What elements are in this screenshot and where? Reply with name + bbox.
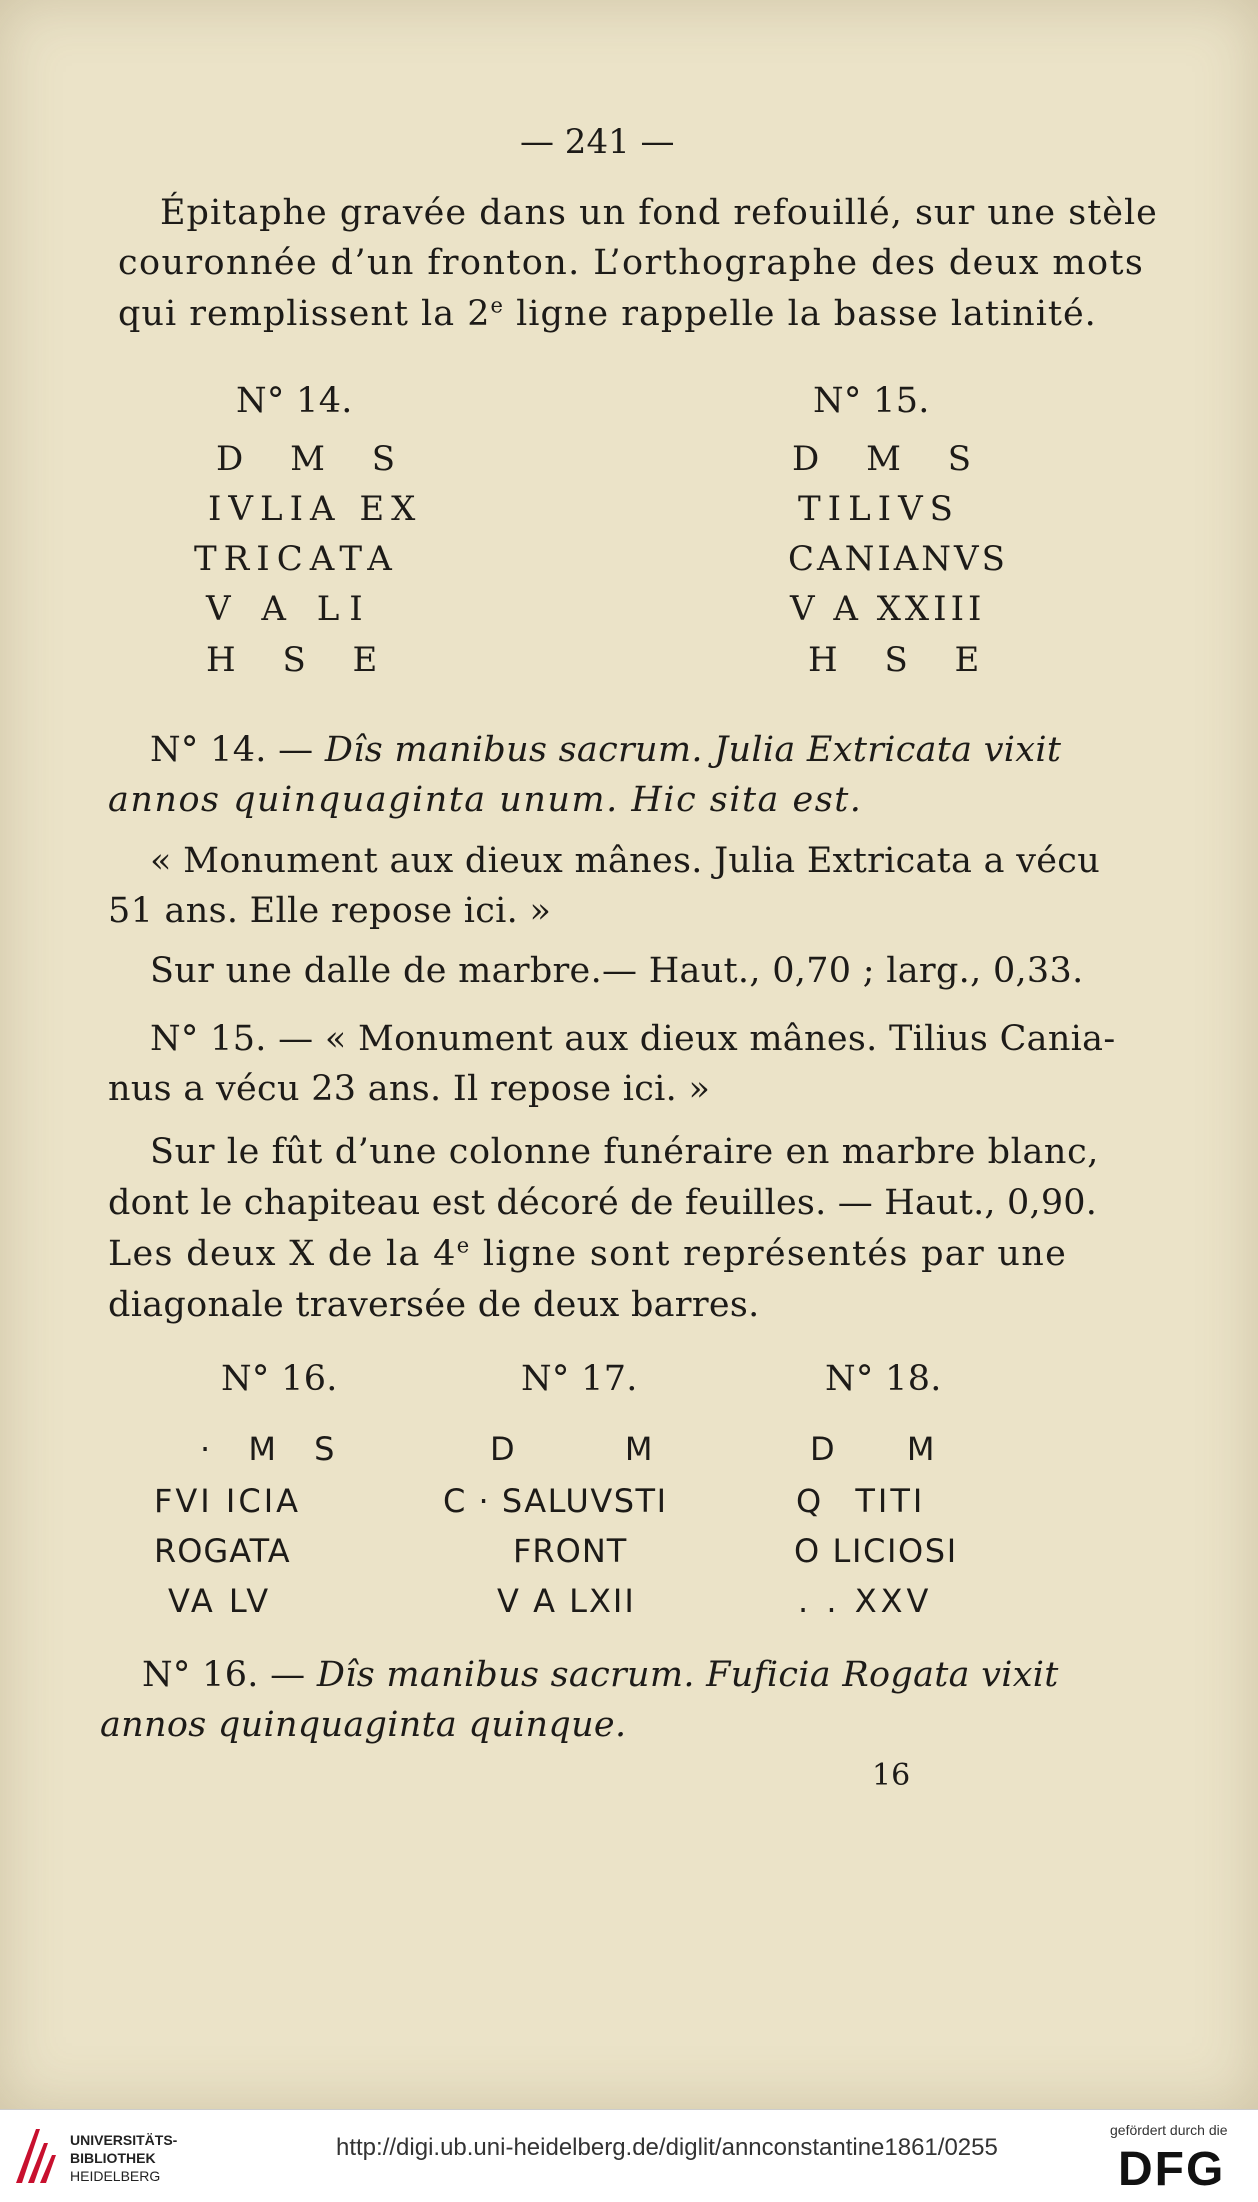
inscription-17-line-1: D M xyxy=(490,1430,654,1468)
commentary-16-line-1: N° 16. — Dîs manibus sacrum. Fuficia Rogata vixit xyxy=(142,1655,1059,1695)
inscription-16-line-3: ROGATA xyxy=(154,1532,291,1570)
page-number: — 241 — xyxy=(520,122,675,162)
inscription-14-line-1: D M S xyxy=(216,439,413,479)
inscription-16-label: N° 16. xyxy=(221,1359,338,1399)
dfg-logo: DFG xyxy=(1118,2143,1226,2196)
commentary-15-line-2: nus a vécu 23 ans. Il repose ici. » xyxy=(108,1069,711,1109)
inscription-16-line-2: FVI ICIA xyxy=(154,1482,302,1520)
inscription-15-line-3: CANIANVS xyxy=(788,539,1008,579)
library-name-2: BIBLIOTHEK xyxy=(70,2150,156,2166)
inscription-18-label: N° 18. xyxy=(825,1359,942,1399)
inscription-16-line-1: · M S xyxy=(200,1430,349,1468)
support-15-line-3: Les deux X de la 4e ligne sont représentés par une xyxy=(108,1233,1068,1274)
inscription-15-line-1: D M S xyxy=(792,439,989,479)
translation-14-line-2: 51 ans. Elle repose ici. » xyxy=(108,891,552,931)
inscription-17-label: N° 17. xyxy=(521,1359,638,1399)
inscription-18-line-4: . . XXV xyxy=(798,1582,933,1620)
inscription-17-line-2: C · SALUVSTI xyxy=(443,1482,668,1520)
inscription-15-label: N° 15. xyxy=(813,381,930,421)
inscription-18-line-3: O LICIOSI xyxy=(794,1532,958,1570)
commentary-14-line-1: N° 14. — Dîs manibus sacrum. Julia Extricata vixit xyxy=(150,730,1062,770)
inscription-14-label: N° 14. xyxy=(236,381,353,421)
intro-line-2: couronnée d’un fronton. L’orthographe des deux mots xyxy=(118,243,1145,283)
inscription-15-line-2: TILIVS xyxy=(798,489,960,529)
commentary-15-line-1: N° 15. — « Monument aux dieux mânes. Tilius Cania- xyxy=(150,1019,1116,1059)
support-14: Sur une dalle de marbre.— Haut., 0,70 ; larg., 0,33. xyxy=(150,951,1084,991)
library-name-1: UNIVERSITÄTS- xyxy=(70,2132,178,2148)
intro-line-1: Épitaphe gravée dans un fond refouillé, sur une stèle xyxy=(160,193,1158,233)
source-url[interactable]: http://digi.ub.uni-heidelberg.de/diglit/annconstantine1861/0255 xyxy=(336,2134,998,2161)
inscription-18-line-1: D M xyxy=(810,1430,936,1468)
funded-by-text: gefördert durch die xyxy=(1110,2122,1228,2138)
inscription-14-line-5: H S E xyxy=(206,640,396,680)
library-name-3: HEIDELBERG xyxy=(70,2168,161,2184)
translation-14-line-1: « Monument aux dieux mânes. Julia Extricata a vécu xyxy=(150,841,1101,881)
inscription-14-line-3: TRICATA xyxy=(194,539,399,579)
commentary-14-line-2: annos quinquaginta unum. Hic sita est. xyxy=(108,780,863,820)
inscription-16-line-4: VA LV xyxy=(168,1582,272,1620)
inscription-17-line-4: V A LXII xyxy=(497,1582,636,1620)
inscription-17-line-3: FRONT xyxy=(513,1532,628,1570)
inscription-15-line-5: H S E xyxy=(808,640,998,680)
signature-mark: 16 xyxy=(872,1758,911,1793)
footer-bar xyxy=(0,2109,1258,2202)
commentary-16-line-2: annos quinquaginta quinque. xyxy=(100,1705,627,1745)
inscription-14-line-4: V A LI xyxy=(206,589,373,629)
inscription-14-line-2: IVLIA EX xyxy=(208,489,423,529)
support-15-line-1: Sur le fût d’une colonne funéraire en marbre blanc, xyxy=(150,1132,1099,1172)
inscription-15-line-4: V A XXIII xyxy=(790,589,986,629)
intro-line-3: qui remplissent la 2e ligne rappelle la basse latinité. xyxy=(118,293,1097,334)
support-15-line-2: dont le chapiteau est décoré de feuilles. — Haut., 0,90. xyxy=(108,1183,1098,1223)
library-logo-icon xyxy=(12,2125,62,2187)
inscription-18-line-2: Q TITI xyxy=(796,1482,926,1520)
support-15-line-4: diagonale traversée de deux barres. xyxy=(108,1285,760,1325)
